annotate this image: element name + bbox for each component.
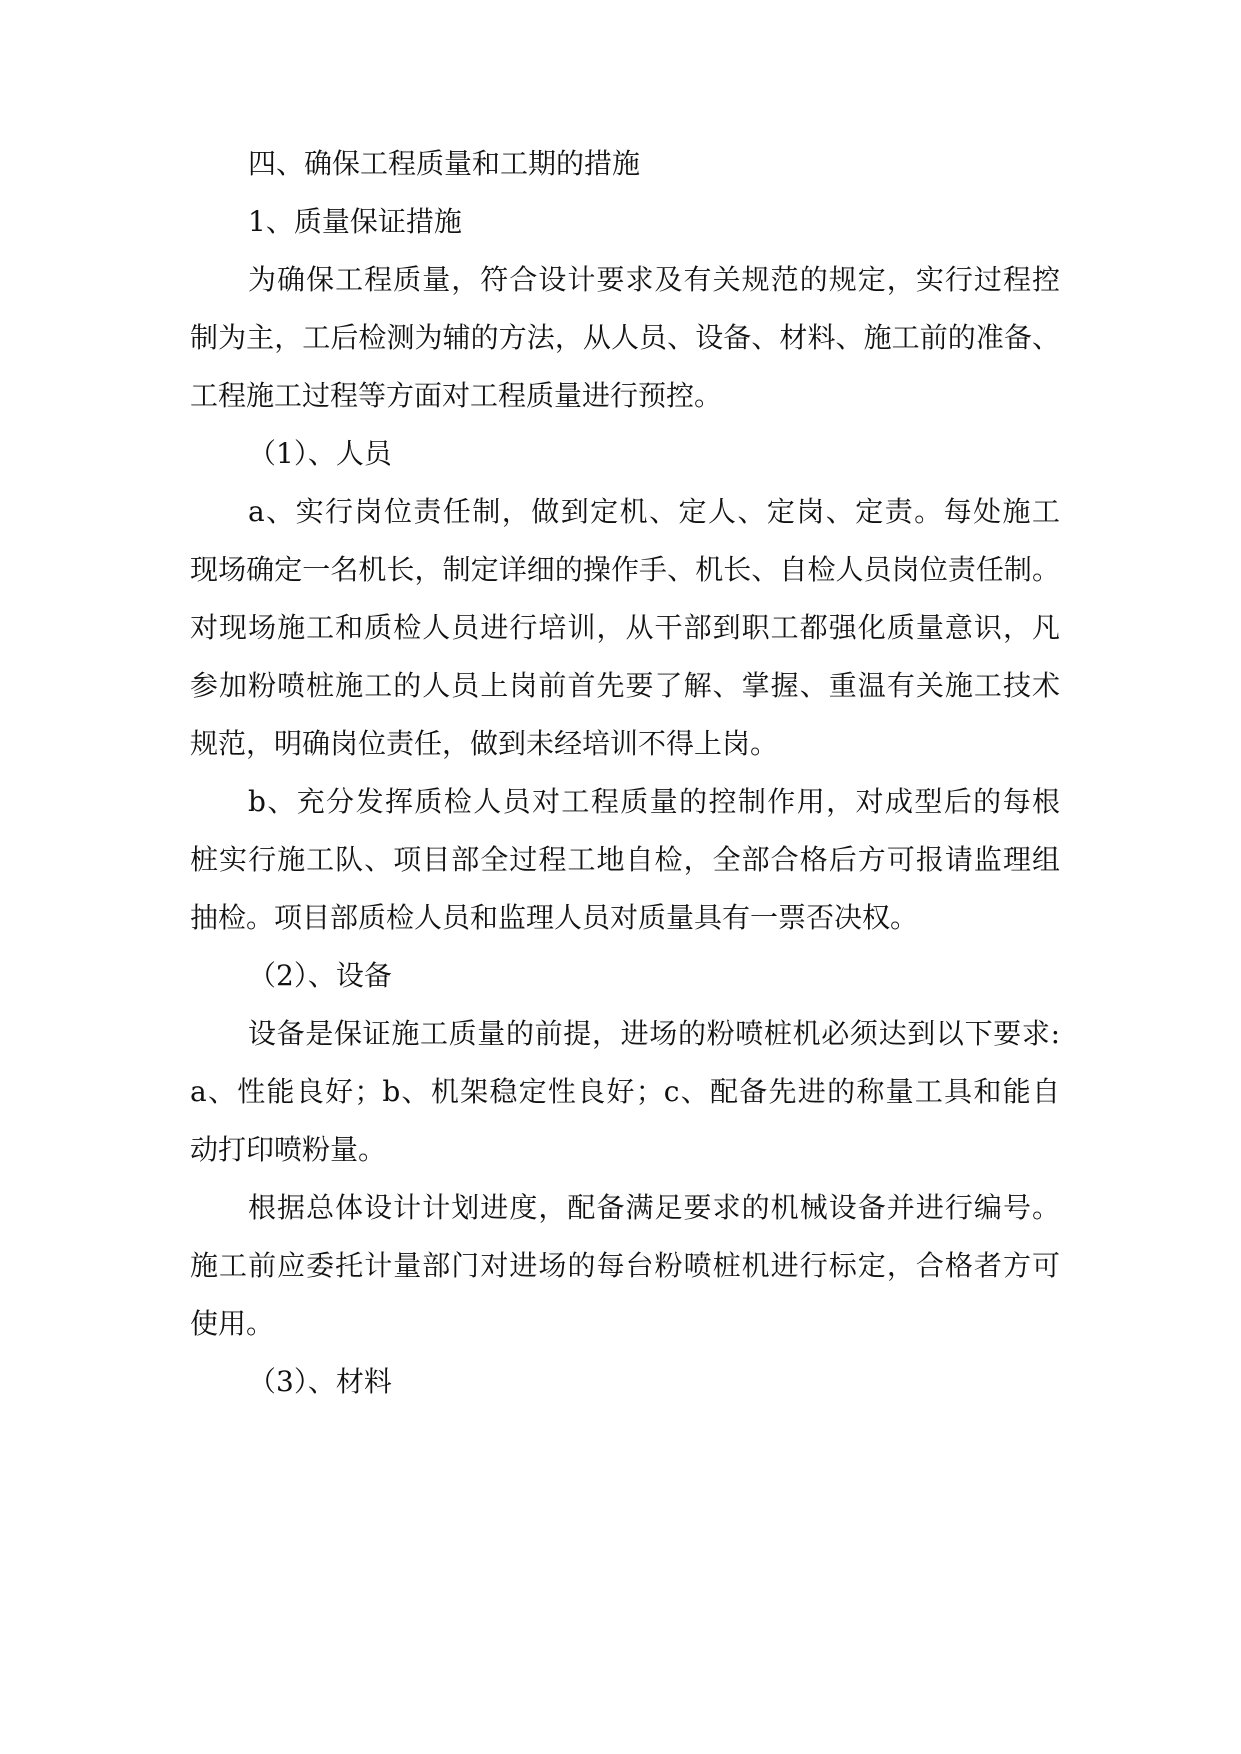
paragraph-line: a、实行岗位责任制，做到定机、定人、定岗、定责。每处施工 xyxy=(248,495,1060,528)
subsection-heading: 1、质量保证措施 xyxy=(248,205,462,238)
section-heading: 四、确保工程质量和工期的措施 xyxy=(248,147,641,180)
paragraph-line: 对现场施工和质检人员进行培训，从干部到职工都强化质量意识，凡 xyxy=(190,611,1060,644)
paragraph-line: 根据总体设计计划进度，配备满足要求的机械设备并进行编号。 xyxy=(248,1191,1060,1224)
paragraph-line: 施工前应委托计量部门对进场的每台粉喷桩机进行标定，合格者方可 xyxy=(190,1249,1060,1282)
paragraph-line: 制为主，工后检测为辅的方法，从人员、设备、材料、施工前的准备、 xyxy=(190,321,1060,354)
paragraph-line: 桩实行施工队、项目部全过程工地自检，全部合格后方可报请监理组 xyxy=(190,843,1060,876)
paragraph-line: 工程施工过程等方面对工程质量进行预控。 xyxy=(190,379,723,412)
paragraph-line: 抽检。项目部质检人员和监理人员对质量具有一票否决权。 xyxy=(190,901,919,934)
paragraph-line: b、充分发挥质检人员对工程质量的控制作用，对成型后的每根 xyxy=(248,785,1060,818)
paragraph-line: 动打印喷粉量。 xyxy=(190,1133,387,1166)
paragraph-line: 设备是保证施工质量的前提，进场的粉喷桩机必须达到以下要求: xyxy=(248,1017,1060,1050)
paragraph-line: 现场确定一名机长，制定详细的操作手、机长、自检人员岗位责任制。 xyxy=(190,553,1060,586)
paragraph-line: 为确保工程质量，符合设计要求及有关规范的规定，实行过程控 xyxy=(248,263,1060,296)
paragraph-line: 使用。 xyxy=(190,1307,275,1340)
paragraph-line: 规范，明确岗位责任，做到未经培训不得上岗。 xyxy=(190,727,779,760)
paragraph-line: a、性能良好；b、机架稳定性良好；c、配备先进的称量工具和能自 xyxy=(190,1075,1060,1108)
paragraph-line: 参加粉喷桩施工的人员上岗前首先要了解、掌握、重温有关施工技术 xyxy=(190,669,1060,702)
item-heading: （2）、设备 xyxy=(248,959,392,992)
item-heading: （1）、人员 xyxy=(248,437,392,470)
item-heading: （3）、材料 xyxy=(248,1365,392,1398)
